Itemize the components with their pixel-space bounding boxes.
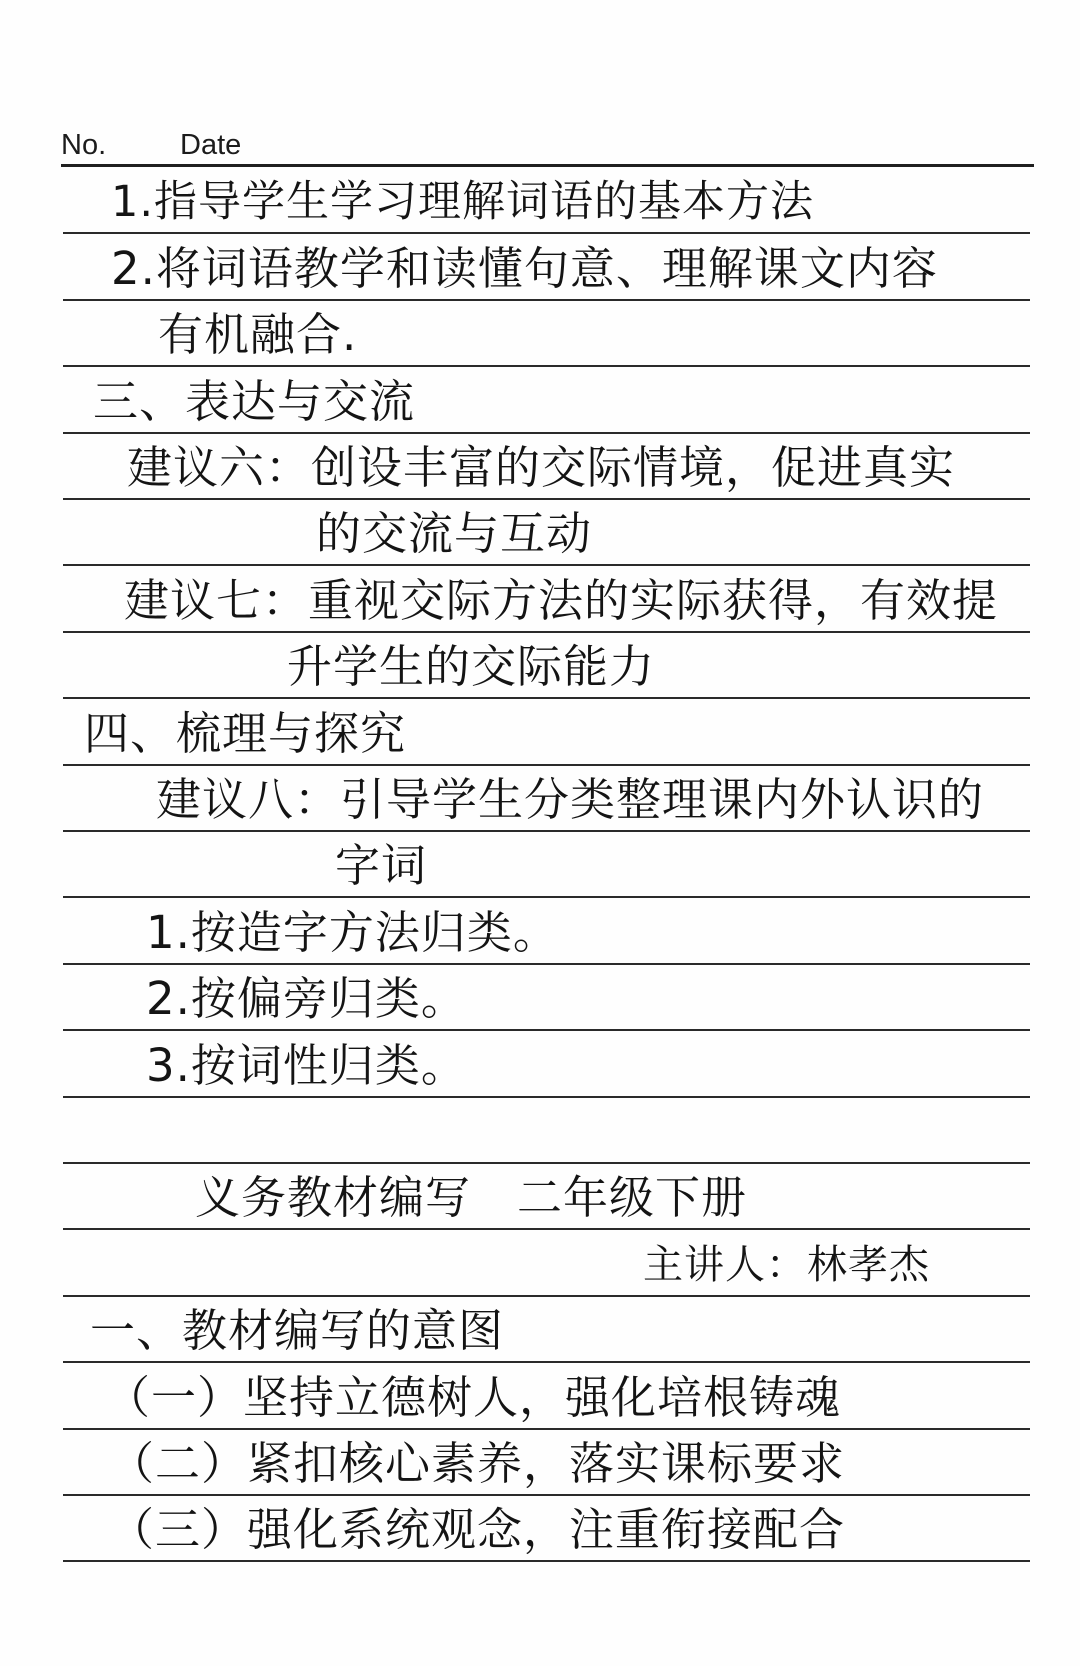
suggestion-7-line-1: 建议七：重视交际方法的实际获得，有效提 [124,574,999,627]
ruled-line [63,232,1030,234]
no-label: No. [61,129,107,161]
vocab-item-2-line-1: 2.将词语教学和读懂句意、理解课文内容 [111,242,938,295]
sorting-method-item: 2.按偏旁归类。 [146,972,467,1025]
suggestion-8-line-1: 建议八：引导学生分类整理课内外认识的 [156,773,985,826]
lecture-section-heading: 一、教材编写的意图 [90,1304,505,1357]
ruled-line [63,697,1030,699]
ruled-line [63,1228,1030,1230]
ruled-line [63,564,1030,566]
ruled-line [63,1295,1030,1297]
lecture-title: 义务教材编写 [195,1171,472,1224]
ruled-line [63,1029,1030,1031]
ruled-line [63,830,1030,832]
header-rule [61,164,1034,167]
suggestion-8-line-2: 字词 [335,839,428,892]
sorting-method-item: 1.按造字方法归类。 [146,906,559,959]
section-heading-expression: 三、表达与交流 [93,375,416,428]
section-heading-sorting: 四、梳理与探究 [84,707,407,760]
vocab-item-1: 1.指导学生学习理解词语的基本方法 [111,177,815,227]
suggestion-6-line-2: 的交流与互动 [316,507,593,560]
ruled-line [63,365,1030,367]
ruled-line [63,963,1030,965]
lecture-point-item: （一）坚持立德树人，强化培根铸魂 [105,1371,842,1424]
sorting-method-item: 3.按词性归类。 [146,1039,467,1092]
ruled-line [63,432,1030,434]
ruled-line [63,498,1030,500]
lecture-grade: 二年级下册 [517,1171,748,1224]
ruled-line [63,1162,1030,1164]
lecture-speaker: 主讲人：林孝杰 [643,1242,930,1288]
ruled-line [63,1560,1030,1562]
ruled-line [63,1096,1030,1098]
ruled-line [63,299,1030,301]
lecture-point-item: （二）紧扣核心素养，落实课标要求 [109,1437,846,1490]
ruled-line [63,1361,1030,1363]
ruled-line [63,764,1030,766]
ruled-line [63,1428,1030,1430]
ruled-line [63,1494,1030,1496]
lecture-point-item: （三）强化系统观念，注重衔接配合 [109,1503,846,1556]
ruled-line [63,896,1030,898]
suggestion-6-line-1: 建议六：创设丰富的交际情境，促进真实 [127,441,956,494]
vocab-item-2-line-2: 有机融合. [158,308,358,361]
ruled-line [63,631,1030,633]
date-label: Date [180,129,242,161]
suggestion-7-line-2: 升学生的交际能力 [287,640,656,693]
